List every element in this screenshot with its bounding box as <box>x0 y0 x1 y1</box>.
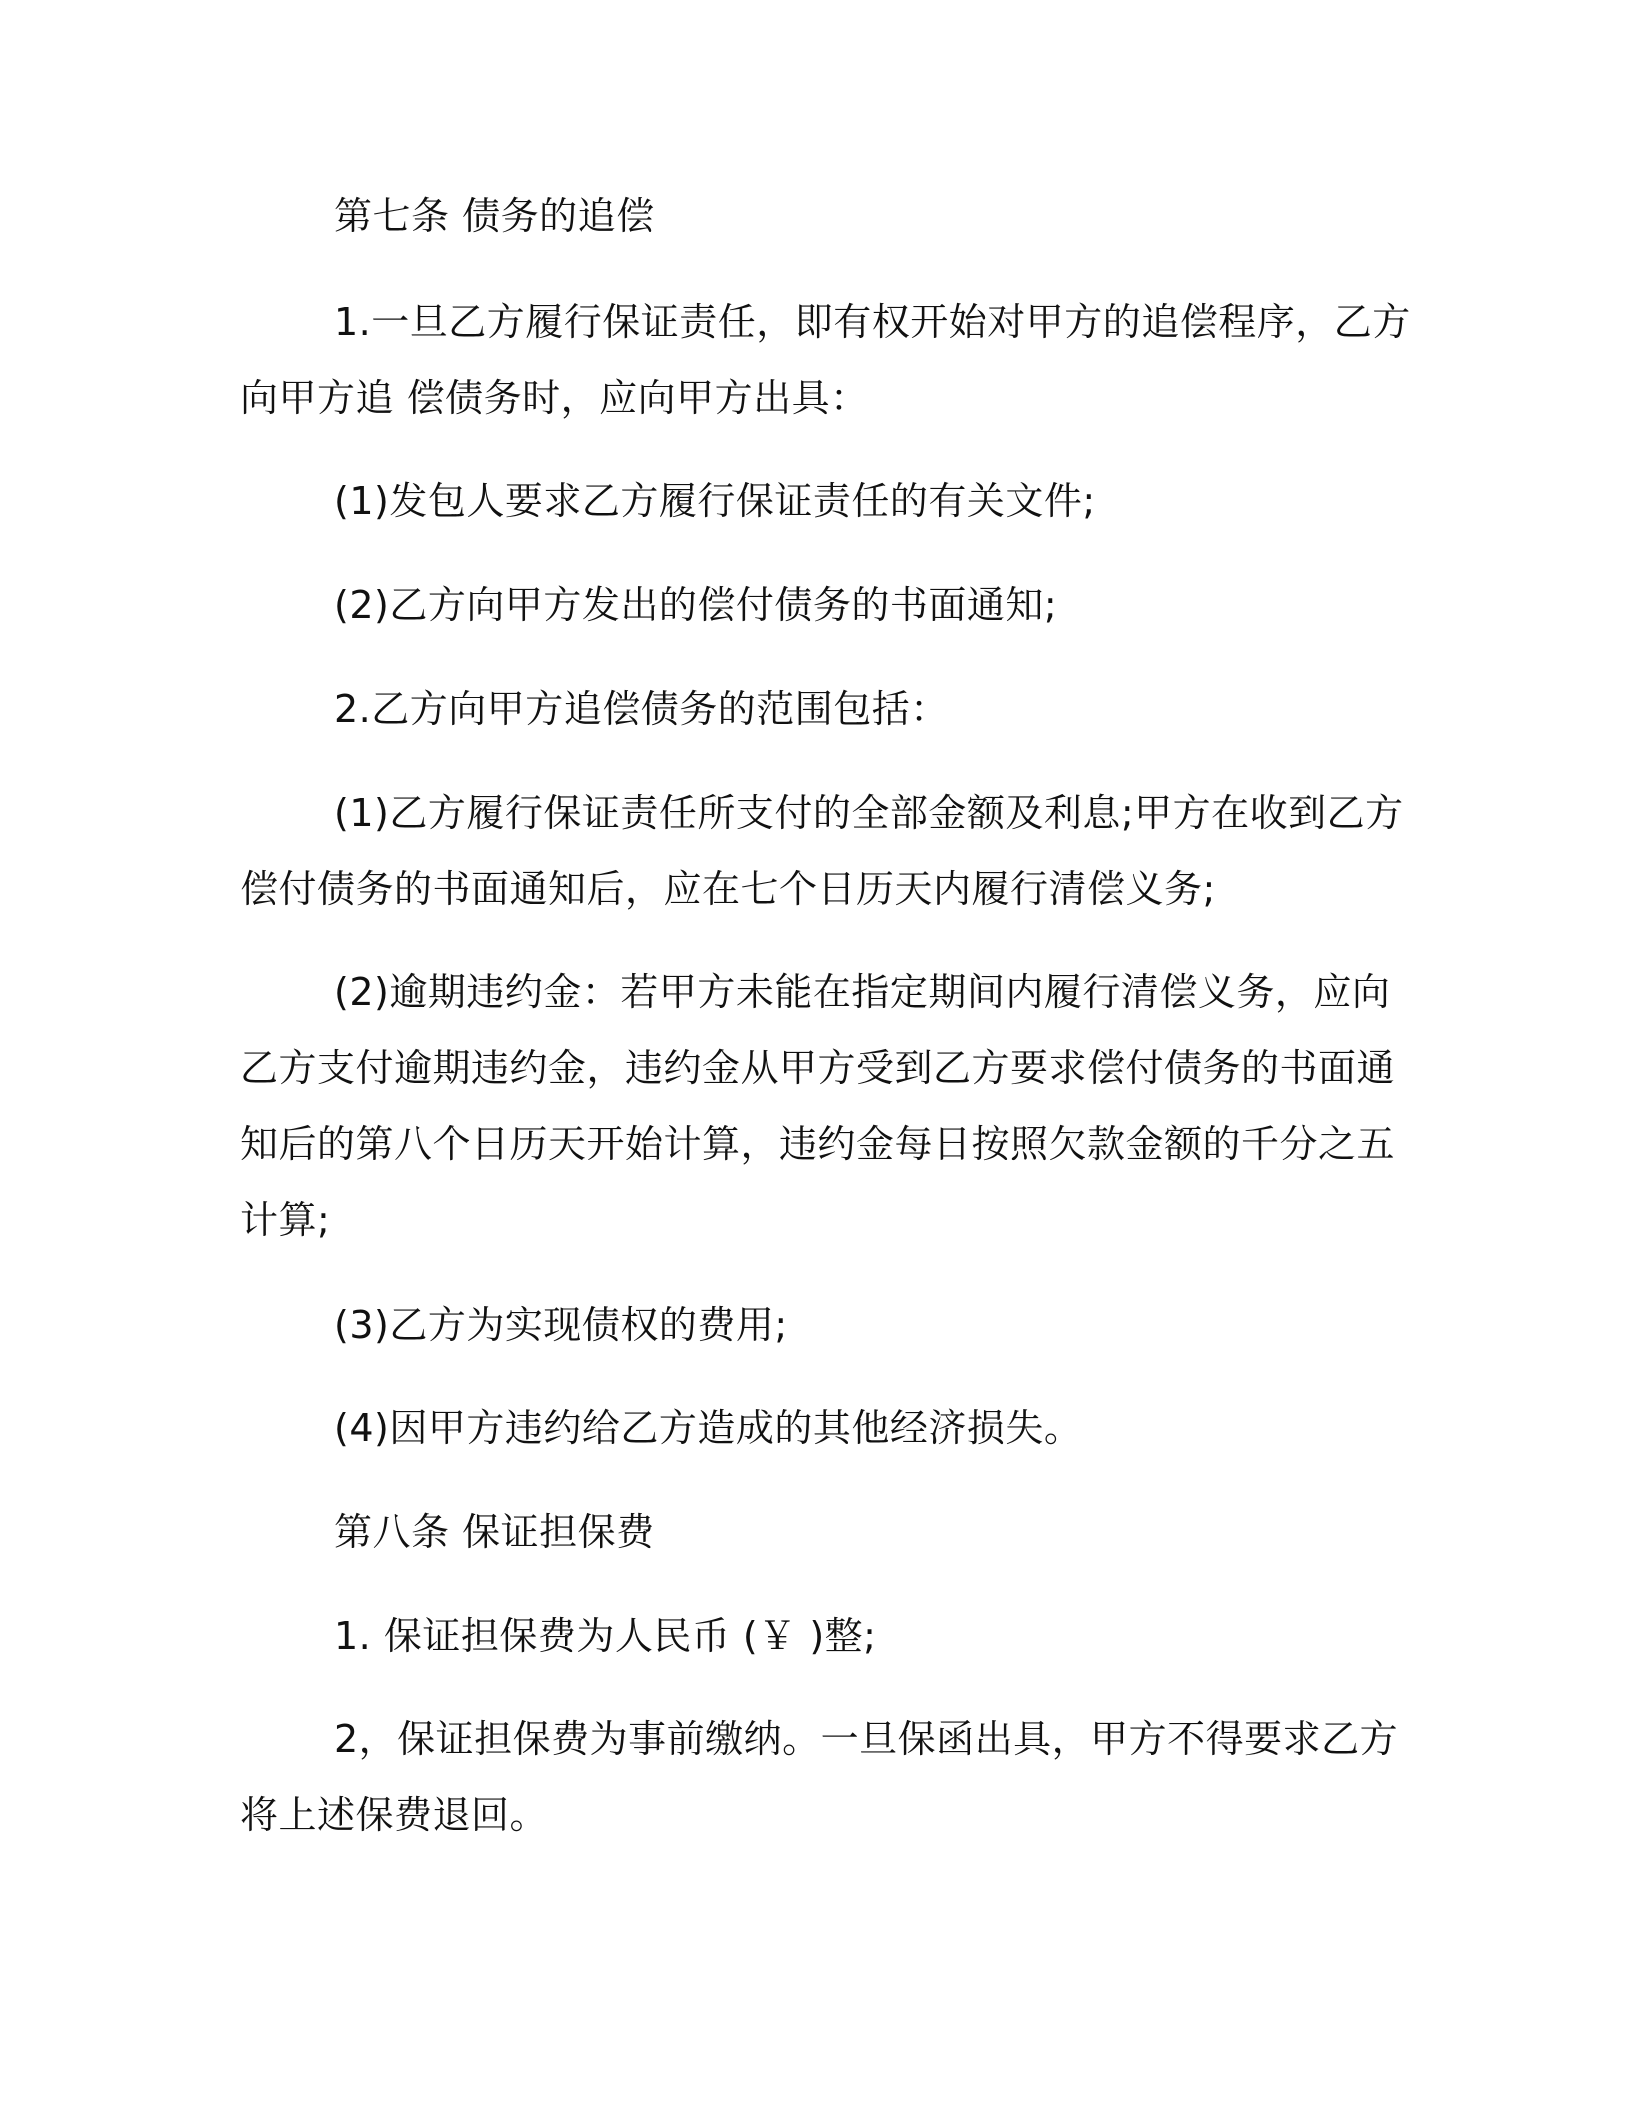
article-7-item-2-1-line-2: 偿付债务的书面通知后，应在七个日历天内履行清偿义务; <box>240 867 1216 911</box>
article-7-clause-1-line-1: 1.一旦乙方履行保证责任，即有权开始对甲方的追偿程序，乙方 <box>334 300 1411 344</box>
article-7-item-1-2: (2)乙方向甲方发出的偿付债务的书面通知; <box>334 583 1058 627</box>
article-8-heading: 第八条 保证担保费 <box>334 1510 655 1554</box>
article-8-clause-1: 1. 保证担保费为人民币 (￥ )整; <box>334 1614 877 1658</box>
article-7-item-1-1: (1)发包人要求乙方履行保证责任的有关文件; <box>334 479 1096 523</box>
article-7-item-2-4: (4)因甲方违约给乙方造成的其他经济损失。 <box>334 1406 1083 1450</box>
article-7-item-2-2-line-4: 计算; <box>240 1198 331 1242</box>
article-7-item-2-2-line-2: 乙方支付逾期违约金，违约金从甲方受到乙方要求偿付债务的书面通 <box>240 1046 1396 1090</box>
article-8-clause-2-line-2: 将上述保费退回。 <box>240 1793 549 1837</box>
article-7-clause-1-line-2: 向甲方追 偿债务时，应向甲方出具： <box>240 376 869 420</box>
article-7-item-2-1-line-1: (1)乙方履行保证责任所支付的全部金额及利息;甲方在收到乙方 <box>334 791 1404 835</box>
article-7-item-2-3: (3)乙方为实现债权的费用; <box>334 1303 788 1347</box>
article-8-clause-2-line-1: 2，保证担保费为事前缴纳。一旦保函出具，甲方不得要求乙方 <box>334 1717 1399 1761</box>
article-7-heading: 第七条 债务的追偿 <box>334 194 655 238</box>
article-7-item-2-2-line-3: 知后的第八个日历天开始计算，违约金每日按照欠款金额的千分之五 <box>240 1122 1396 1166</box>
article-7-clause-2: 2.乙方向甲方追偿债务的范围包括： <box>334 687 949 731</box>
article-7-item-2-2-line-1: (2)逾期违约金：若甲方未能在指定期间内履行清偿义务，应向 <box>334 970 1391 1014</box>
